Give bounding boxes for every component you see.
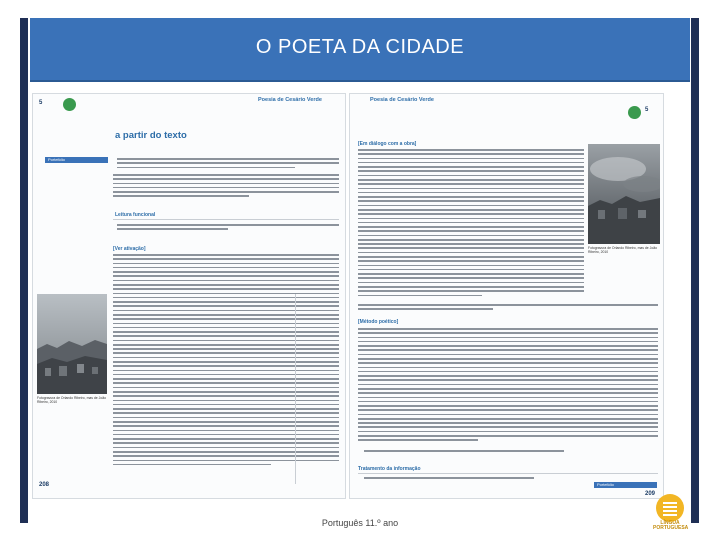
page-corner-icon: [63, 98, 76, 111]
text-block: [113, 254, 339, 468]
page-number-tag: 5: [645, 107, 649, 113]
city-photo: [588, 144, 660, 244]
text-block: [117, 158, 339, 171]
section-bottom-label: Tratamento da informação: [358, 466, 421, 472]
subsection-label: Leitura funcional: [115, 212, 156, 218]
page-number-tag: 5: [39, 100, 43, 106]
photo-caption: Fotogravura de Orlando Ribeiro, mas de João Ribeiro, 2010: [37, 396, 106, 404]
section-title: a partir do texto: [115, 130, 187, 141]
page-number: 209: [645, 491, 656, 497]
photo-caption: Fotogravura de Orlando Ribeiro, mas de João Ribeiro, 2010: [588, 246, 657, 254]
book-page-right: [349, 93, 664, 499]
text-block: [364, 477, 534, 481]
portfolio-tag: Portefólio: [45, 157, 108, 163]
logo-icon: [656, 494, 684, 522]
text-block: [358, 304, 658, 313]
text-block: [358, 149, 584, 299]
city-photo: [37, 294, 107, 394]
footer-label: Português 11.º ano: [321, 518, 399, 528]
running-title: Poesia de Cesário Verde: [258, 97, 322, 103]
margin-rule: [295, 294, 296, 484]
box-label: [Ver ativação]: [113, 246, 146, 252]
page-number: 208: [39, 482, 50, 488]
page-corner-icon: [628, 106, 641, 119]
portfolio-tag: Portefólio: [594, 482, 657, 488]
running-title: Poesia de Cesário Verde: [370, 97, 434, 103]
divider: [358, 473, 658, 474]
slide-title: O POETA DA CIDADE: [255, 36, 465, 58]
slide-header: [30, 18, 690, 82]
text-block: [113, 174, 339, 200]
book-page-left: [32, 93, 346, 499]
box-label: [Método poético]: [358, 319, 399, 325]
box-label: [Em diálogo com a obra]: [358, 141, 417, 147]
text-block: [117, 224, 339, 233]
frame-left-bar: [20, 18, 28, 523]
logo-text: LÍNGUA PORTUGUESA: [653, 520, 689, 531]
text-block: [364, 450, 564, 454]
frame-right-bar: [691, 18, 699, 523]
text-block: [358, 328, 658, 444]
publisher-logo: [653, 494, 687, 532]
divider: [113, 219, 339, 220]
